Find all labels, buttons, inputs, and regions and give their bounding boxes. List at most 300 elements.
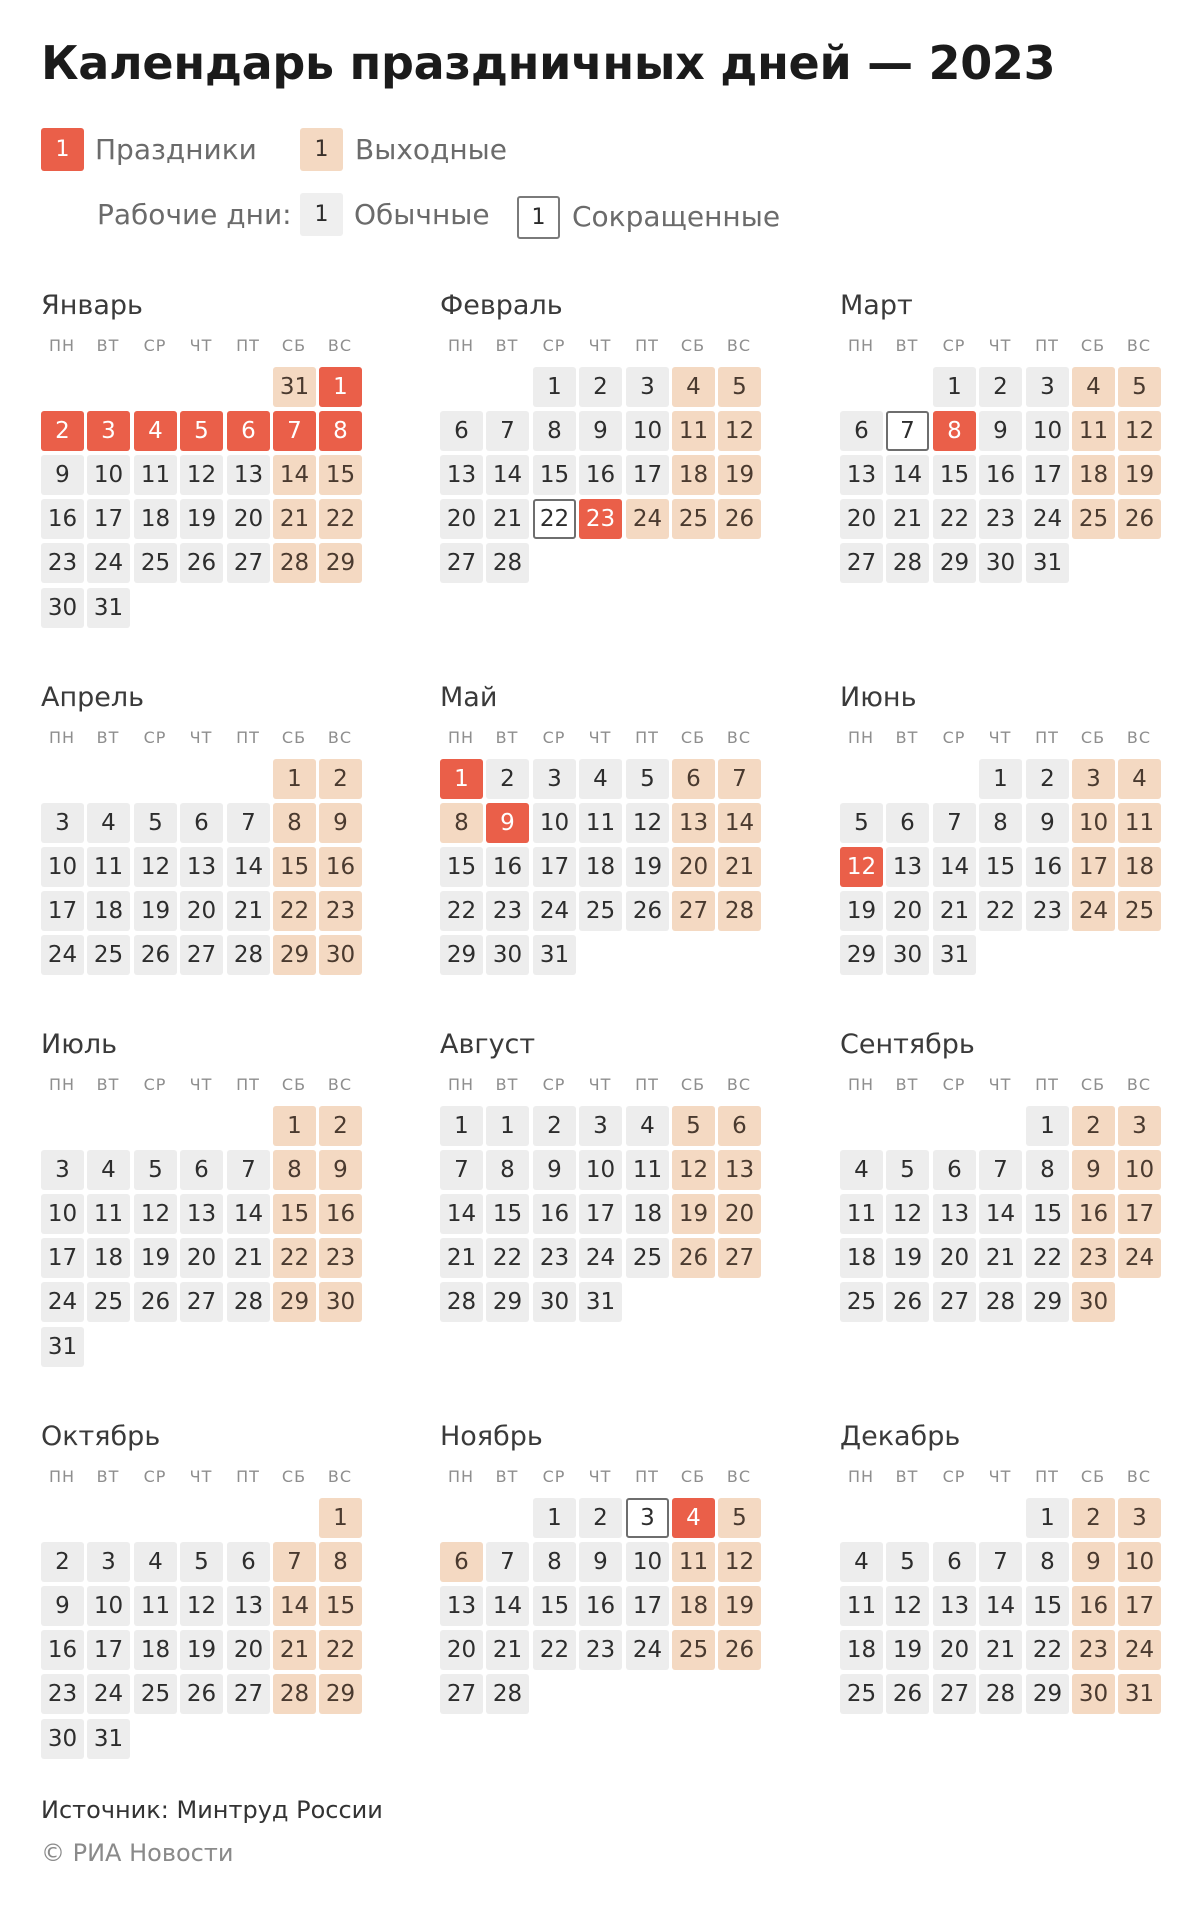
weekday-header: ВТ [96,1075,120,1094]
day-cell-workday: 26 [886,1282,929,1322]
day-cell-holiday: 4 [134,411,177,451]
day-cell-weekend: 4 [1118,759,1161,799]
day-cell-workday: 7 [979,1542,1022,1582]
day-cell-weekend: 1 [273,759,316,799]
day-cell-workday: 21 [227,1238,270,1278]
day-cell-workday: 30 [41,588,84,628]
day-cell-holiday: 7 [273,411,316,451]
day-cell-workday: 4 [626,1106,669,1146]
day-cell-workday: 29 [440,935,483,975]
weekday-header: ПН [847,728,875,747]
day-cell-weekend: 21 [718,847,761,887]
day-cell-workday: 19 [840,891,883,931]
weekday-header: ВС [1126,1075,1152,1094]
day-cell-weekend: 7 [273,1542,316,1582]
day-cell-workday: 5 [134,1150,177,1190]
weekday-header: СР [542,728,566,747]
day-cell-shortened-day: 3 [626,1498,669,1538]
day-cell-weekend: 13 [672,803,715,843]
day-cell-workday: 15 [1026,1586,1069,1626]
day-cell-workday: 28 [227,935,270,975]
day-cell-workday: 20 [227,499,270,539]
day-cell-workday: 16 [579,1586,622,1626]
day-cell-workday: 9 [579,1542,622,1582]
day-cell-workday: 18 [626,1194,669,1234]
day-cell-workday: 15 [440,847,483,887]
day-cell-workday: 25 [87,1282,130,1322]
day-cell-workday: 27 [933,1674,976,1714]
weekday-header: ВТ [895,336,919,355]
day-cell-weekend: 4 [1072,367,1115,407]
day-cell-workday: 27 [840,543,883,583]
day-cell-workday: 30 [486,935,529,975]
weekday-header: СР [143,336,167,355]
weekday-header: ВС [1126,336,1152,355]
weekday-header: ВС [327,1075,353,1094]
weekday-header: ВТ [96,1467,120,1486]
weekday-header: ПТ [635,1467,659,1486]
day-cell-holiday: 8 [319,411,362,451]
month-calendar [440,1029,800,1409]
day-cell-workday: 25 [626,1238,669,1278]
day-cell-workday: 22 [979,891,1022,931]
day-cell-weekend: 13 [718,1150,761,1190]
weekday-header: ВТ [495,336,519,355]
day-cell-workday: 12 [180,455,223,495]
weekday-header: ПТ [1035,1075,1059,1094]
day-cell-weekend: 12 [718,1542,761,1582]
day-cell-workday: 13 [933,1586,976,1626]
day-cell-workday: 10 [533,803,576,843]
day-cell-workday: 10 [626,1542,669,1582]
day-cell-workday: 23 [486,891,529,931]
day-cell-workday: 24 [87,543,130,583]
day-cell-workday: 14 [979,1586,1022,1626]
weekday-header: ВС [726,1467,752,1486]
day-cell-weekend: 16 [319,847,362,887]
day-cell-workday: 1 [1026,1106,1069,1146]
day-cell-workday: 7 [486,411,529,451]
day-cell-workday: 19 [134,1238,177,1278]
day-cell-weekend: 30 [1072,1282,1115,1322]
day-cell-workday: 11 [626,1150,669,1190]
day-cell-workday: 9 [1026,803,1069,843]
weekday-header: ПН [48,1075,76,1094]
day-cell-workday: 13 [227,455,270,495]
weekday-header: СБ [680,728,706,747]
day-cell-workday: 3 [87,1542,130,1582]
weekday-header: ПТ [236,728,260,747]
day-cell-weekend: 17 [1072,847,1115,887]
day-cell-weekend: 14 [273,455,316,495]
day-cell-workday: 30 [41,1719,84,1759]
day-cell-workday: 3 [533,759,576,799]
day-cell-weekend: 30 [1072,1674,1115,1714]
day-cell-workday: 16 [41,499,84,539]
day-cell-workday: 30 [533,1282,576,1322]
day-cell-weekend: 8 [440,803,483,843]
day-cell-workday: 27 [440,543,483,583]
day-cell-weekend: 18 [1118,847,1161,887]
day-cell-workday: 25 [840,1282,883,1322]
day-cell-workday: 27 [227,1674,270,1714]
day-cell-workday: 17 [87,1630,130,1670]
day-cell-weekend: 26 [672,1238,715,1278]
day-cell-workday: 12 [180,1586,223,1626]
day-cell-workday: 25 [87,935,130,975]
day-cell-workday: 19 [886,1630,929,1670]
day-cell-workday: 8 [533,1542,576,1582]
day-cell-workday: 2 [1026,759,1069,799]
day-cell-workday: 21 [486,499,529,539]
day-cell-weekend: 15 [319,455,362,495]
day-cell-weekend: 3 [1118,1106,1161,1146]
day-cell-workday: 5 [840,803,883,843]
day-cell-weekend: 11 [672,411,715,451]
day-cell-workday: 9 [41,455,84,495]
weekday-header: ВТ [495,1075,519,1094]
day-cell-workday: 12 [886,1194,929,1234]
day-cell-workday: 18 [579,847,622,887]
weekday-header: СБ [1080,1467,1106,1486]
day-cell-workday: 21 [440,1238,483,1278]
day-cell-weekend: 18 [672,1586,715,1626]
day-cell-workday: 13 [933,1194,976,1234]
weekday-header: ЧТ [588,728,612,747]
day-cell-workday: 17 [533,847,576,887]
day-cell-weekend: 7 [718,759,761,799]
day-cell-workday: 23 [533,1238,576,1278]
day-cell-workday: 11 [87,1194,130,1234]
day-cell-workday: 1 [533,367,576,407]
day-cell-holiday: 2 [41,411,84,451]
month-name: Июнь [840,682,917,713]
weekday-header: СБ [680,1467,706,1486]
day-cell-workday: 26 [134,1282,177,1322]
day-cell-workday: 13 [840,455,883,495]
day-cell-workday: 14 [933,847,976,887]
weekday-header: ПТ [236,1467,260,1486]
day-cell-weekend: 25 [672,499,715,539]
day-cell-weekend: 5 [672,1106,715,1146]
day-cell-workday: 22 [440,891,483,931]
day-cell-workday: 9 [41,1586,84,1626]
day-cell-workday: 7 [486,1542,529,1582]
legend-holidays-label: Праздники [95,133,257,166]
day-cell-workday: 28 [979,1282,1022,1322]
day-cell-workday: 14 [486,1586,529,1626]
day-cell-workday: 14 [979,1194,1022,1234]
day-cell-weekend: 29 [319,1674,362,1714]
day-cell-weekend: 9 [319,1150,362,1190]
day-cell-weekend: 8 [319,1542,362,1582]
day-cell-weekend: 23 [319,891,362,931]
day-cell-workday: 18 [840,1630,883,1670]
day-cell-workday: 29 [1026,1674,1069,1714]
day-cell-workday: 30 [886,935,929,975]
month-name: Январь [41,290,143,321]
day-cell-workday: 20 [180,891,223,931]
day-cell-workday: 6 [933,1150,976,1190]
day-cell-workday: 15 [933,455,976,495]
day-cell-weekend: 2 [319,1106,362,1146]
month-calendar [41,1421,401,1801]
day-cell-workday: 22 [1026,1630,1069,1670]
day-cell-weekend: 17 [1118,1586,1161,1626]
day-cell-workday: 16 [41,1630,84,1670]
month-calendar [840,1029,1200,1409]
month-name: Ноябрь [440,1421,543,1452]
day-cell-workday: 21 [227,891,270,931]
day-cell-workday: 29 [933,543,976,583]
weekday-header: ПН [447,1075,475,1094]
day-cell-holiday: 1 [319,367,362,407]
day-cell-workday: 20 [933,1238,976,1278]
day-cell-weekend: 28 [273,543,316,583]
day-cell-workday: 6 [440,411,483,451]
day-cell-workday: 7 [227,1150,270,1190]
day-cell-workday: 19 [180,499,223,539]
day-cell-workday: 24 [1026,499,1069,539]
day-cell-workday: 11 [134,455,177,495]
weekday-header: СБ [1080,336,1106,355]
day-cell-weekend: 20 [718,1194,761,1234]
day-cell-workday: 10 [626,411,669,451]
source-note: Источник: Минтруд России [41,1796,383,1824]
weekday-header: СР [942,728,966,747]
day-cell-workday: 15 [979,847,1022,887]
day-cell-workday: 24 [533,891,576,931]
day-cell-workday: 18 [87,1238,130,1278]
weekday-header: ЧТ [988,728,1012,747]
day-cell-workday: 21 [979,1630,1022,1670]
day-cell-weekend: 1 [319,1498,362,1538]
day-cell-weekend: 8 [273,803,316,843]
day-cell-workday: 2 [979,367,1022,407]
day-cell-weekend: 12 [1118,411,1161,451]
day-cell-workday: 10 [1026,411,1069,451]
day-cell-workday: 12 [886,1586,929,1626]
day-cell-weekend: 27 [672,891,715,931]
day-cell-workday: 21 [979,1238,1022,1278]
day-cell-workday: 4 [579,759,622,799]
weekday-header: СР [942,1075,966,1094]
day-cell-workday: 24 [626,1630,669,1670]
day-cell-workday: 18 [840,1238,883,1278]
day-cell-workday: 10 [41,1194,84,1234]
day-cell-weekend: 10 [1072,803,1115,843]
day-cell-weekend: 3 [1118,1498,1161,1538]
weekday-header: ЧТ [588,336,612,355]
day-cell-workday: 18 [134,499,177,539]
day-cell-workday: 28 [979,1674,1022,1714]
day-cell-workday: 4 [87,803,130,843]
day-cell-workday: 7 [979,1150,1022,1190]
day-cell-weekend: 28 [718,891,761,931]
month-calendar [840,290,1200,670]
month-calendar [440,1421,800,1801]
weekday-header: ПТ [236,336,260,355]
day-cell-holiday: 3 [87,411,130,451]
day-cell-workday: 3 [579,1106,622,1146]
day-cell-weekend: 22 [273,1238,316,1278]
weekday-header: ВС [1126,728,1152,747]
weekday-header: СБ [281,728,307,747]
day-cell-weekend: 20 [672,847,715,887]
day-cell-workday: 7 [933,803,976,843]
weekday-header: ВС [327,336,353,355]
day-cell-weekend: 27 [718,1238,761,1278]
day-cell-workday: 4 [840,1150,883,1190]
day-cell-workday: 8 [979,803,1022,843]
day-cell-weekend: 22 [319,499,362,539]
day-cell-workday: 6 [840,411,883,451]
month-name: Апрель [41,682,145,713]
day-cell-workday: 25 [840,1674,883,1714]
day-cell-workday: 31 [41,1327,84,1367]
day-cell-weekend: 15 [273,847,316,887]
day-cell-workday: 20 [440,499,483,539]
legend-weekend-chip: 1 [300,128,343,171]
weekday-header: ЧТ [988,336,1012,355]
day-cell-workday: 24 [41,935,84,975]
day-cell-workday: 20 [227,1630,270,1670]
month-name: Март [840,290,913,321]
weekday-header: ЧТ [988,1075,1012,1094]
day-cell-workday: 1 [440,1106,483,1146]
day-cell-workday: 26 [180,1674,223,1714]
day-cell-holiday: 8 [933,411,976,451]
day-cell-weekend: 29 [273,935,316,975]
day-cell-weekend: 6 [718,1106,761,1146]
day-cell-workday: 1 [486,1106,529,1146]
day-cell-workday: 16 [1026,847,1069,887]
day-cell-workday: 11 [579,803,622,843]
day-cell-workday: 22 [1026,1238,1069,1278]
day-cell-weekend: 22 [319,1630,362,1670]
month-name: Июль [41,1029,118,1060]
day-cell-workday: 11 [840,1194,883,1234]
weekday-header: ПН [847,1075,875,1094]
day-cell-workday: 2 [486,759,529,799]
day-cell-workday: 17 [41,1238,84,1278]
day-cell-workday: 15 [486,1194,529,1234]
day-cell-workday: 3 [41,1150,84,1190]
month-name: Декабрь [840,1421,961,1452]
day-cell-weekend: 16 [1072,1586,1115,1626]
day-cell-weekend: 11 [672,1542,715,1582]
day-cell-workday: 23 [41,543,84,583]
day-cell-holiday: 1 [440,759,483,799]
day-cell-workday: 24 [579,1238,622,1278]
weekday-header: ПН [847,336,875,355]
weekday-header: ВТ [895,728,919,747]
day-cell-workday: 8 [486,1150,529,1190]
weekday-header: СР [542,1467,566,1486]
day-cell-workday: 7 [440,1150,483,1190]
weekday-header: ЧТ [588,1075,612,1094]
weekday-header: СБ [1080,728,1106,747]
day-cell-weekend: 26 [718,499,761,539]
day-cell-weekend: 21 [273,499,316,539]
day-cell-weekend: 16 [1072,1194,1115,1234]
day-cell-weekend: 23 [319,1238,362,1278]
day-cell-workday: 1 [1026,1498,1069,1538]
day-cell-weekend: 5 [718,367,761,407]
day-cell-workday: 19 [886,1238,929,1278]
day-cell-workday: 23 [979,499,1022,539]
day-cell-workday: 19 [180,1630,223,1670]
day-cell-weekend: 21 [273,1630,316,1670]
day-cell-weekend: 10 [1118,1150,1161,1190]
day-cell-workday: 25 [134,1674,177,1714]
weekday-header: ВТ [895,1075,919,1094]
day-cell-workday: 31 [533,935,576,975]
day-cell-workday: 24 [87,1674,130,1714]
day-cell-workday: 10 [87,1586,130,1626]
month-name: Май [440,682,498,713]
month-name: Октябрь [41,1421,161,1452]
day-cell-weekend: 19 [718,455,761,495]
legend-shortened-chip: 1 [517,196,560,239]
weekday-header: ВС [327,728,353,747]
weekday-header: СБ [680,1075,706,1094]
day-cell-weekend: 9 [1072,1150,1115,1190]
day-cell-workday: 13 [227,1586,270,1626]
day-cell-workday: 24 [41,1282,84,1322]
day-cell-workday: 13 [886,847,929,887]
month-calendar [41,290,401,670]
weekday-header: СБ [281,1467,307,1486]
day-cell-workday: 18 [87,891,130,931]
weekday-header: ПТ [1035,336,1059,355]
day-cell-workday: 31 [87,588,130,628]
day-cell-holiday: 4 [672,1498,715,1538]
month-calendar [440,290,800,670]
weekday-header: СБ [680,336,706,355]
day-cell-holiday: 23 [579,499,622,539]
day-cell-holiday: 5 [180,411,223,451]
day-cell-workday: 31 [933,935,976,975]
day-cell-weekend: 26 [1118,499,1161,539]
day-cell-workday: 22 [933,499,976,539]
weekday-header: ВС [726,336,752,355]
day-cell-weekend: 1 [273,1106,316,1146]
day-cell-workday: 13 [180,847,223,887]
legend-ordinary-label: Обычные [354,198,490,231]
day-cell-workday: 2 [579,1498,622,1538]
day-cell-workday: 12 [626,803,669,843]
day-cell-weekend: 6 [672,759,715,799]
day-cell-workday: 13 [440,1586,483,1626]
day-cell-workday: 12 [134,1194,177,1234]
weekday-header: СР [542,1075,566,1094]
day-cell-workday: 17 [626,1586,669,1626]
day-cell-weekend: 25 [1072,499,1115,539]
day-cell-workday: 4 [840,1542,883,1582]
day-cell-workday: 21 [933,891,976,931]
weekday-header: СБ [1080,1075,1106,1094]
day-cell-workday: 27 [227,543,270,583]
month-name: Сентябрь [840,1029,975,1060]
day-cell-weekend: 5 [1118,367,1161,407]
day-cell-workday: 14 [227,1194,270,1234]
weekday-header: ВС [726,1075,752,1094]
day-cell-workday: 1 [979,759,1022,799]
day-cell-workday: 2 [41,1542,84,1582]
day-cell-workday: 27 [933,1282,976,1322]
day-cell-workday: 5 [626,759,669,799]
